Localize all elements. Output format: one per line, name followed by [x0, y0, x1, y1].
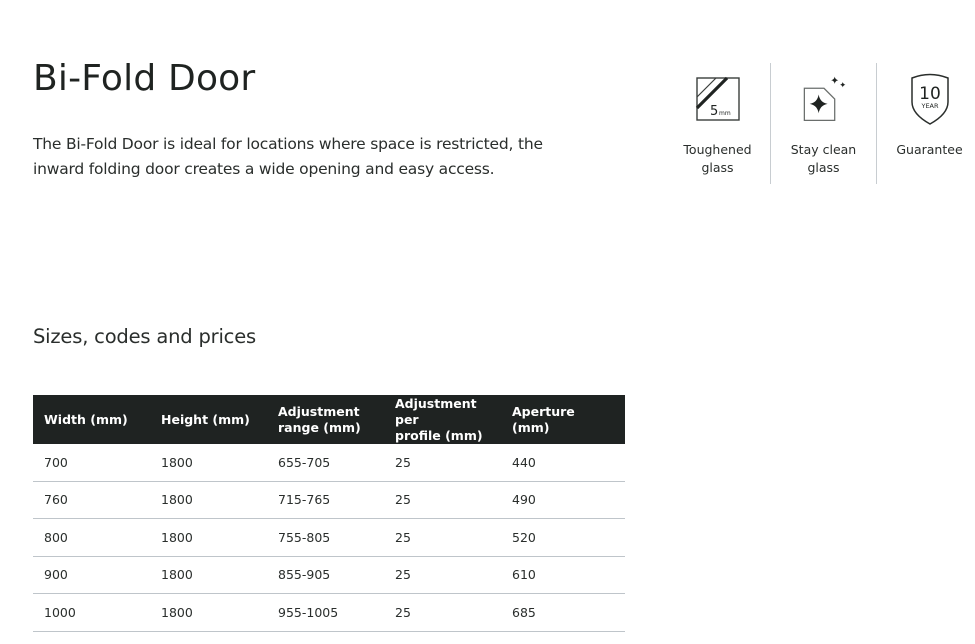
- column-header-aperture: Aperture (mm): [512, 403, 575, 435]
- cell-height: 1800: [150, 594, 267, 632]
- table-header-row: [33, 395, 625, 444]
- cell-adjustment-range: 655-705: [267, 444, 384, 481]
- column-header-adjustment-per-profile: Adjustment per profile (mm): [395, 395, 483, 443]
- feature-label: Toughened glass: [683, 142, 752, 175]
- column-header-height: Height (mm): [161, 411, 250, 427]
- cell-adjustment-range: 715-765: [267, 481, 384, 519]
- feature-guarantee: [876, 63, 975, 184]
- column-header-adjustment-range: Adjustment range (mm): [278, 403, 361, 435]
- cell-adjustment-range: 755-805: [267, 519, 384, 557]
- table-row: [33, 594, 625, 632]
- sizes-table: [33, 395, 625, 632]
- page-title: Bi-Fold Door: [33, 58, 256, 99]
- cell-aperture: 490: [501, 481, 625, 519]
- cell-adjustment-per-profile: 25: [384, 519, 501, 557]
- column-header-width: Width (mm): [44, 411, 128, 427]
- cell-height: 1800: [150, 556, 267, 594]
- cell-adjustment-per-profile: 25: [384, 594, 501, 632]
- cell-adjustment-range: 855-905: [267, 556, 384, 594]
- cell-aperture: 440: [501, 444, 625, 481]
- cell-adjustment-per-profile: 25: [384, 481, 501, 519]
- cell-width: 900: [33, 556, 150, 594]
- cell-width: 1000: [33, 594, 150, 632]
- cell-height: 1800: [150, 444, 267, 481]
- svg-text:10: 10: [918, 84, 941, 104]
- cell-width: 800: [33, 519, 150, 557]
- feature-label: Guarantee: [896, 142, 963, 157]
- table-row: [33, 556, 625, 594]
- feature-toughened-glass: [665, 63, 770, 184]
- 10-year-guarantee-shield-icon: [905, 71, 955, 127]
- cell-aperture: 685: [501, 594, 625, 632]
- section-heading-sizes: Sizes, codes and prices: [33, 325, 256, 348]
- cell-width: 700: [33, 444, 150, 481]
- table-row: [33, 444, 625, 481]
- toughened-glass-5mm-icon: [693, 71, 743, 127]
- feature-icons: [665, 63, 975, 184]
- stay-clean-glass-sparkle-icon: [799, 71, 849, 127]
- cell-adjustment-per-profile: 25: [384, 556, 501, 594]
- cell-width: 760: [33, 481, 150, 519]
- cell-height: 1800: [150, 481, 267, 519]
- cell-aperture: 610: [501, 556, 625, 594]
- cell-adjustment-range: 955-1005: [267, 594, 384, 632]
- svg-text:YEAR: YEAR: [920, 102, 939, 110]
- cell-adjustment-per-profile: 25: [384, 444, 501, 481]
- svg-text:mm: mm: [718, 110, 731, 117]
- feature-label: Stay clean glass: [790, 142, 857, 175]
- svg-text:5: 5: [709, 104, 718, 119]
- cell-height: 1800: [150, 519, 267, 557]
- table-row: [33, 481, 625, 519]
- feature-stay-clean-glass: [770, 63, 876, 184]
- product-description: The Bi-Fold Door is ideal for locations where space is restricted, the inward folding door creates a wide opening and easy access.: [33, 135, 543, 178]
- table-row: [33, 519, 625, 557]
- cell-aperture: 520: [501, 519, 625, 557]
